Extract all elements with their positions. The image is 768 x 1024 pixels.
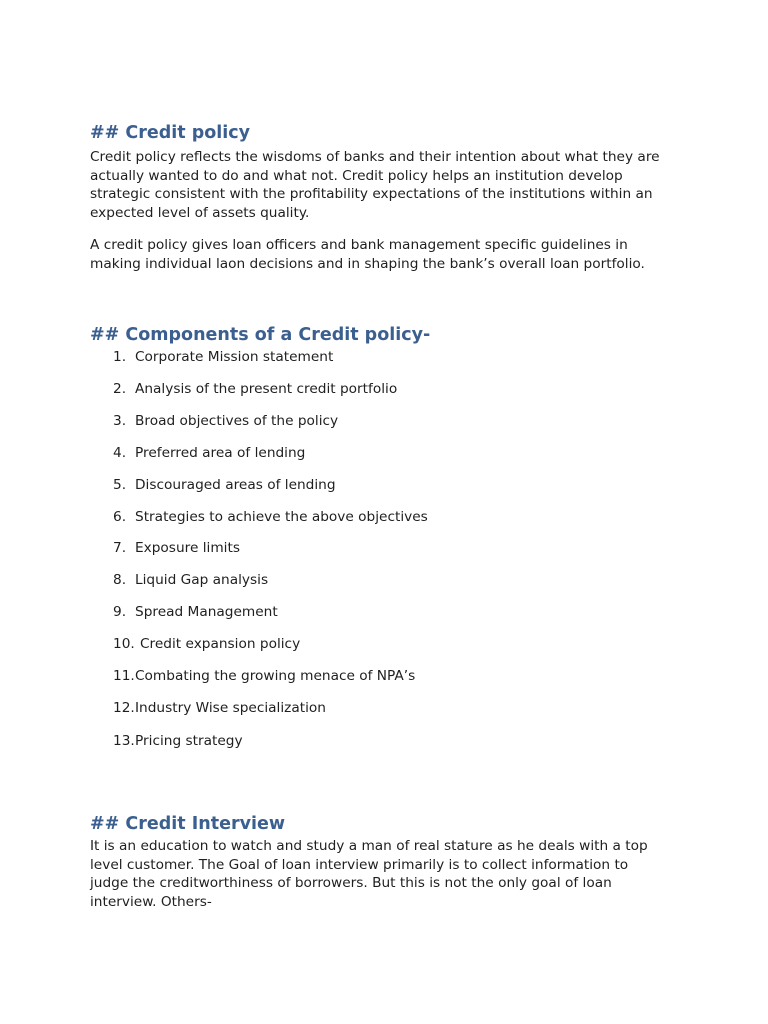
list-item <box>113 603 278 621</box>
list-item-number: 2. <box>113 381 127 397</box>
list-item <box>113 571 268 589</box>
list-item-text: Exposure limits <box>135 540 240 556</box>
list-item <box>113 476 336 494</box>
paragraph-line: interview. Others- <box>90 893 212 910</box>
list-item <box>113 732 243 750</box>
list-item-number: 7. <box>113 540 127 556</box>
list-item-text: Credit expansion policy <box>140 636 301 652</box>
paragraph-line: It is an education to watch and study a man of real stature as he deals with a top <box>90 838 648 854</box>
paragraph-credit-policy-guidelines <box>90 236 680 273</box>
list-item-text: Combating the growing menace of NPA’s <box>135 668 416 684</box>
paragraph-credit-policy-definition <box>90 148 680 222</box>
paragraph-line: making individual laon decisions and in shaping the bank’s overall loan portfolio. <box>90 255 645 272</box>
list-item-text: Preferred area of lending <box>135 445 306 461</box>
list-item <box>113 635 300 653</box>
list-item <box>113 412 338 430</box>
list-item <box>113 539 240 557</box>
list-item-text: Analysis of the present credit portfolio <box>135 381 398 397</box>
list-item-text: Corporate Mission statement <box>135 349 334 365</box>
paragraph-credit-interview <box>90 837 680 911</box>
list-item-text: Liquid Gap analysis <box>135 572 269 588</box>
list-item <box>113 444 305 462</box>
heading-credit-interview: ## Credit Interview <box>90 814 286 834</box>
list-item-number: 6. <box>113 509 127 525</box>
list-item-number: 11. <box>113 668 135 684</box>
heading-components: ## Components of a Credit policy- <box>90 325 431 345</box>
list-item-text: Industry Wise specialization <box>135 700 326 716</box>
list-item-text: Broad objectives of the policy <box>135 413 339 429</box>
list-item-text: Spread Management <box>135 604 278 620</box>
list-item <box>113 380 397 398</box>
list-item-number: 9. <box>113 604 127 620</box>
list-item-number: 1. <box>113 349 127 365</box>
list-item-number: 5. <box>113 477 127 493</box>
paragraph-line: actually wanted to do and what not. Credit policy helps an institution develop <box>90 167 623 184</box>
list-item-number: 13. <box>113 733 135 749</box>
list-item-text: Pricing strategy <box>135 733 243 749</box>
paragraph-line: expected level of assets quality. <box>90 204 310 221</box>
paragraph-line: judge the creditworthiness of borrowers. But this is not the only goal of loan <box>90 875 612 892</box>
list-item <box>113 508 428 526</box>
paragraph-line: strategic consistent with the profitability expectations of the institutions within an <box>90 186 653 203</box>
list-item-number: 3. <box>113 413 127 429</box>
list-item-number: 4. <box>113 445 127 461</box>
list-item-text: Discouraged areas of lending <box>135 477 336 493</box>
list-item <box>113 348 333 366</box>
paragraph-line: A credit policy gives loan officers and bank management specific guidelines in <box>90 237 628 253</box>
paragraph-line: Credit policy reflects the wisdoms of banks and their intention about what they are <box>90 149 660 165</box>
list-item-number: 8. <box>113 572 127 588</box>
list-item <box>113 667 415 685</box>
list-item <box>113 699 326 717</box>
paragraph-line: level customer. The Goal of loan interview primarily is to collect information to <box>90 856 629 873</box>
heading-credit-policy: ## Credit policy <box>90 123 251 143</box>
list-item-number: 12. <box>113 700 135 716</box>
list-item-text: Strategies to achieve the above objectives <box>135 509 428 525</box>
list-item-number: 10. <box>113 636 135 652</box>
